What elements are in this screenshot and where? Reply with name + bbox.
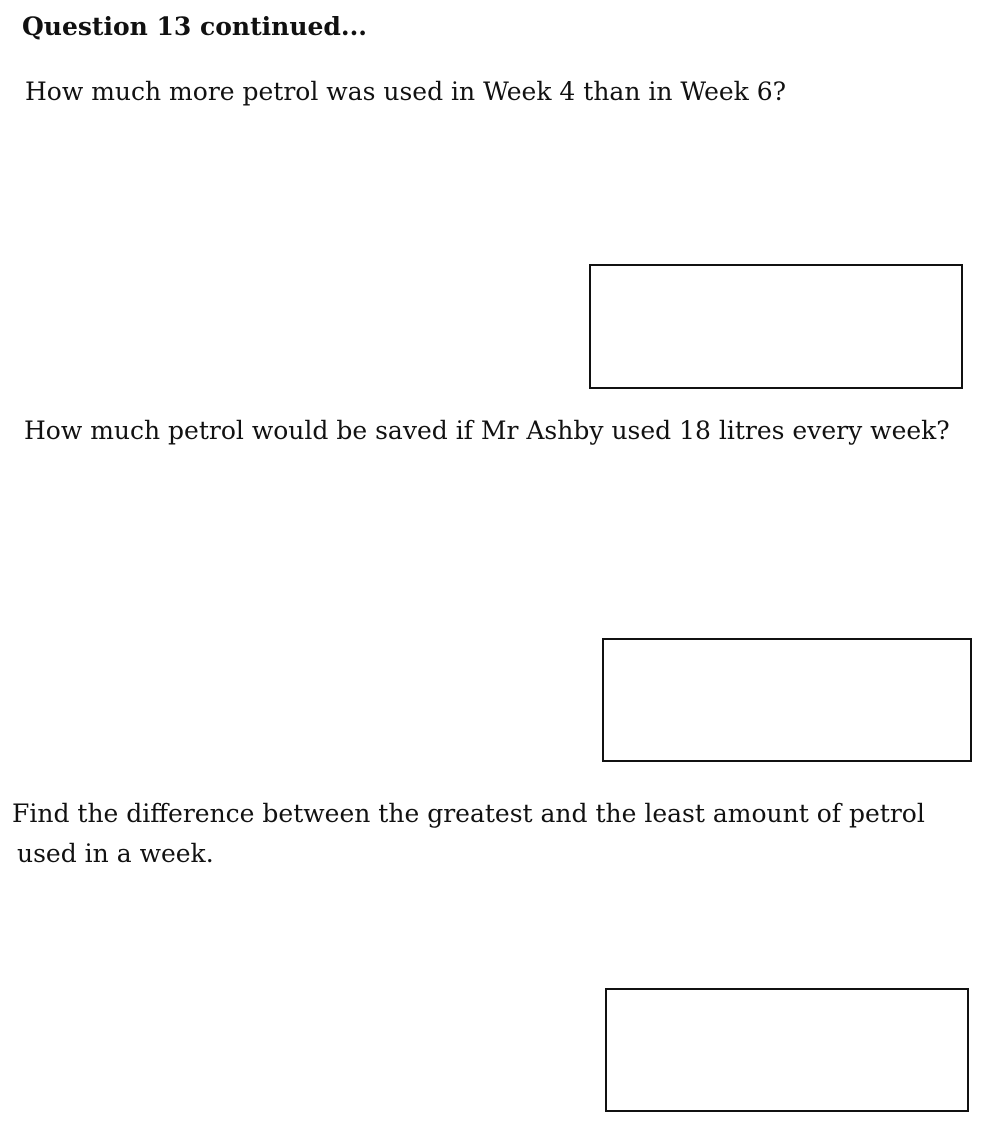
question-3-line-2: used in a week. xyxy=(17,839,214,868)
question-2-text: How much petrol would be saved if Mr Ashby used 18 litres every week? xyxy=(24,416,950,445)
answer-box-3[interactable] xyxy=(605,988,969,1112)
answer-box-2[interactable] xyxy=(602,638,972,762)
question-3-line-1: Find the difference between the greatest and the least amount of petrol xyxy=(12,799,925,828)
question-1-text: How much more petrol was used in Week 4 than in Week 6? xyxy=(25,77,787,106)
answer-box-1[interactable] xyxy=(589,264,963,389)
page-heading: Question 13 continued... xyxy=(22,12,367,41)
